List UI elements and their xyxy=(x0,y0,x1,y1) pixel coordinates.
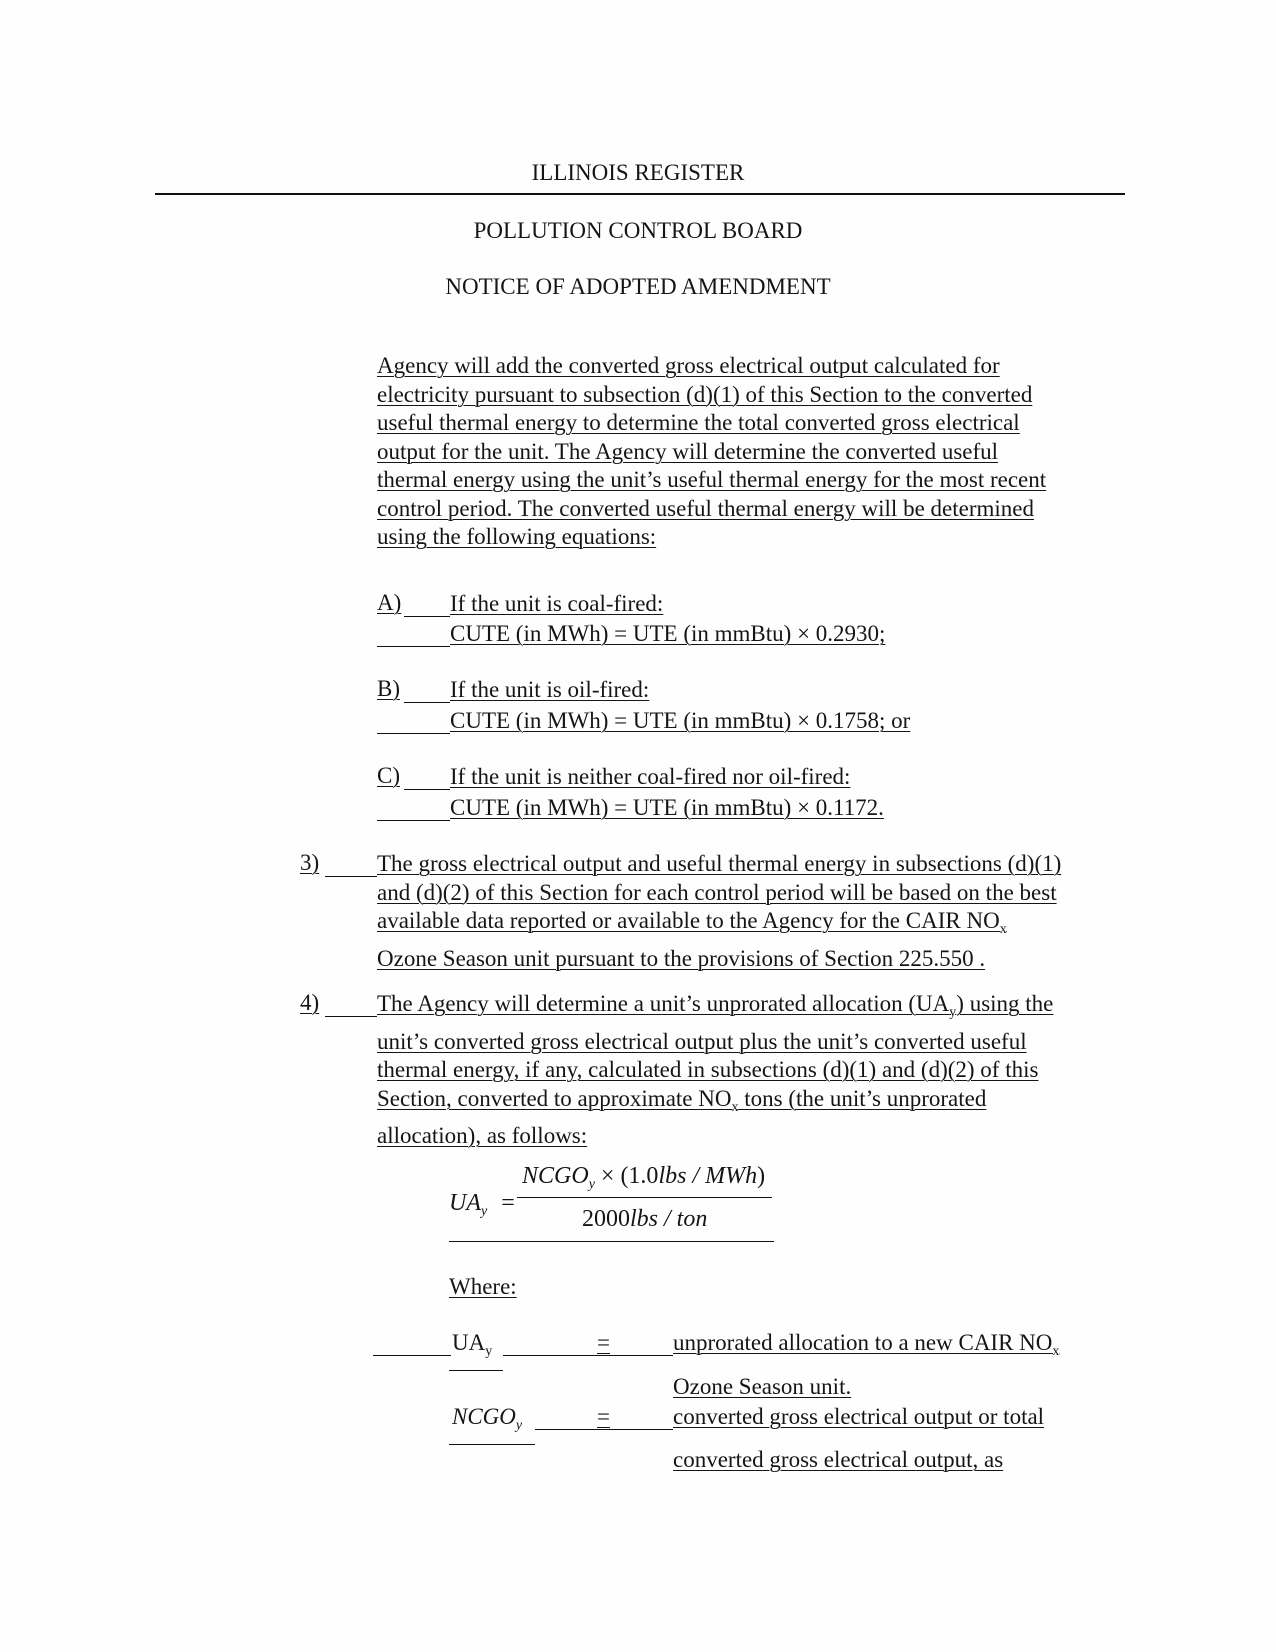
item-3-line-text: available data reported or available to the Agency for the CAIR NO xyxy=(377,908,1000,933)
intro-line: output for the unit. The Agency will determine the converted useful xyxy=(377,438,999,464)
equation-b-label: B) xyxy=(377,676,400,701)
def-1-trail-rule xyxy=(503,1355,673,1356)
formula-num-a: NCGO xyxy=(522,1163,589,1189)
formula-underline xyxy=(449,1241,774,1242)
item-3-subscript: x xyxy=(999,922,1007,937)
formula-num-d: ) xyxy=(757,1163,766,1189)
def-2-term-underline xyxy=(449,1444,535,1445)
where-label: Where: xyxy=(449,1274,517,1299)
def-2-term-sub: y xyxy=(515,1418,523,1433)
item-4-line xyxy=(377,1085,1107,1123)
item-4-line4-b: tons (the unit’s unprorated xyxy=(738,1085,987,1111)
equation-c-condition: If the unit is neither coal-fired nor oil-fired: xyxy=(450,764,851,789)
def-1-term-underline xyxy=(449,1370,503,1371)
def-2-desc-line2: converted gross electrical output, as xyxy=(673,1447,1004,1472)
formula-den-b: lbs / ton xyxy=(630,1206,708,1232)
item-3-paragraph xyxy=(377,850,1107,973)
formula-lhs-var: UA xyxy=(449,1190,481,1216)
intro-line: Agency will add the converted gross electrical output calculated for xyxy=(377,353,1000,378)
item-3-line: and (d)(2) of this Section for each control period will be based on the best xyxy=(377,879,1057,905)
board-title: POLLUTION CONTROL BOARD xyxy=(473,218,803,243)
equation-b-formula: CUTE (in MWh) = UTE (in mmBtu) × 0.1758; or xyxy=(450,708,911,733)
equation-b-label-rule xyxy=(404,702,450,703)
def-2-term-text: NCGO xyxy=(452,1404,516,1429)
intro-line: using the following equations: xyxy=(377,524,657,549)
def-2-equals: = xyxy=(597,1404,610,1429)
formula-lhs xyxy=(449,1190,515,1220)
equation-b-formula-rule xyxy=(377,733,450,734)
equation-a-label-rule xyxy=(404,616,450,617)
def-1-desc-line2: Ozone Season unit. xyxy=(673,1374,852,1399)
equation-c-label: C) xyxy=(377,763,400,788)
item-4-line4-sub: x xyxy=(731,1099,739,1115)
intro-paragraph xyxy=(377,352,1107,552)
formula-num-b: × (1.0 xyxy=(594,1163,659,1189)
item-4-line1-b: ) using the xyxy=(956,991,1054,1016)
equation-a-formula-rule xyxy=(377,646,450,647)
def-2-desc-line1: converted gross electrical output or total xyxy=(673,1404,1045,1429)
intro-line: thermal energy using the unit’s useful thermal energy for the most recent xyxy=(377,467,1047,492)
equation-a-condition: If the unit is coal-fired: xyxy=(450,591,664,616)
item-3-number: 3) xyxy=(300,850,320,875)
formula-lhs-sub: y xyxy=(481,1204,488,1219)
item-4-line: allocation), as follows: xyxy=(377,1123,588,1148)
intro-line: control period. The converted useful thermal energy will be determined xyxy=(377,495,1034,521)
def-2-term xyxy=(452,1404,522,1434)
def-1-equals: = xyxy=(597,1330,610,1355)
equation-a-formula: CUTE (in MWh) = UTE (in mmBtu) × 0.2930; xyxy=(450,621,886,646)
header-rule xyxy=(155,193,1125,195)
item-4-number-rule xyxy=(325,1016,377,1017)
item-4-line4-a: Section, converted to approximate NO xyxy=(377,1085,732,1111)
notice-title: NOTICE OF ADOPTED AMENDMENT xyxy=(445,274,831,299)
fraction-bar xyxy=(517,1197,772,1198)
formula-num-sub: y xyxy=(588,1177,595,1192)
def-1-desc-sub: x xyxy=(1052,1344,1060,1359)
formula-numerator xyxy=(522,1163,765,1193)
def-1-term-sub: y xyxy=(485,1344,493,1359)
def-1-desc-line1 xyxy=(673,1330,1059,1360)
equation-c-formula: CUTE (in MWh) = UTE (in mmBtu) × 0.1172. xyxy=(450,795,884,820)
formula-equals: = xyxy=(501,1190,515,1216)
equation-b-condition: If the unit is oil-fired: xyxy=(450,677,650,702)
intro-line: electricity pursuant to subsection (d)(1) of this Section to the converted xyxy=(377,381,1033,407)
def-1-lead-rule xyxy=(373,1355,451,1356)
item-3-line xyxy=(377,907,1107,945)
item-4-paragraph xyxy=(377,990,1107,1151)
item-4-number: 4) xyxy=(300,990,320,1015)
item-3-line: The gross electrical output and useful thermal energy in subsections (d)(1) xyxy=(377,851,1062,876)
item-4-line: thermal energy, if any, calculated in subsections (d)(1) and (d)(2) of this xyxy=(377,1057,1039,1082)
item-3-number-rule xyxy=(325,876,377,877)
equation-c-formula-rule xyxy=(377,820,450,821)
item-4-line1-a: The Agency will determine a unit’s unprorated allocation (UA xyxy=(377,991,950,1016)
equation-c-label-rule xyxy=(404,789,450,790)
intro-line: useful thermal energy to determine the total converted gross electrical xyxy=(377,410,1020,435)
def-1-term-text: UA xyxy=(452,1330,486,1355)
item-4-line1-sub: y xyxy=(949,1005,957,1020)
formula-denominator xyxy=(582,1206,707,1233)
formula-num-c: lbs / MWh xyxy=(658,1163,758,1189)
item-4-line: unit’s converted gross electrical output plus the unit’s converted useful xyxy=(377,1028,1027,1054)
formula-den-a: 2000 xyxy=(582,1206,630,1232)
item-4-line xyxy=(377,990,1107,1028)
def-1-desc-text: unprorated allocation to a new CAIR NO xyxy=(673,1330,1053,1355)
equation-a-label: A) xyxy=(377,590,402,615)
def-1-term xyxy=(452,1330,492,1360)
item-3-line: Ozone Season unit pursuant to the provisions of Section 225.550 . xyxy=(377,945,986,971)
register-title: ILLINOIS REGISTER xyxy=(531,160,745,185)
